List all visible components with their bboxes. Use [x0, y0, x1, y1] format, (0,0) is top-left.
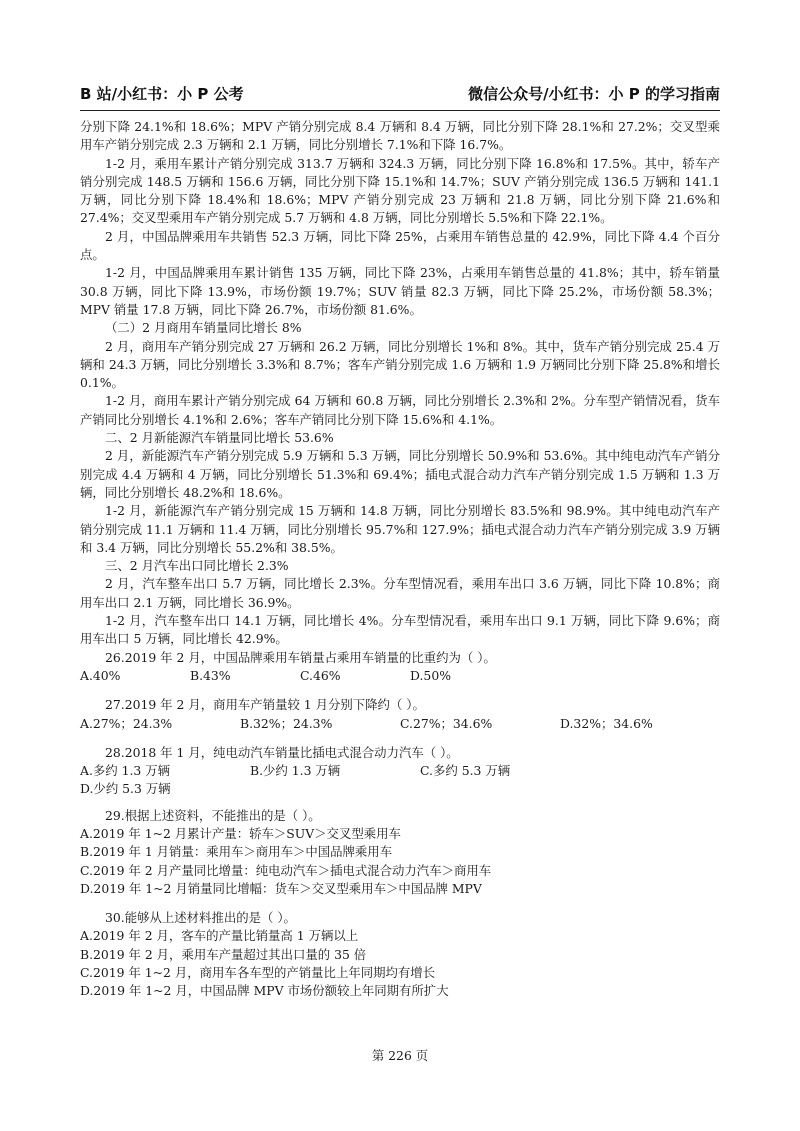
- paragraph-p10: 1-2 月，新能源汽车产销分别完成 15 万辆和 14.8 万辆，同比分别增长 83.5%和 98.9%。其中纯电动汽车产销分别完成 11.1 万辆和 11.4 万辆，同比分别增长 95.7%和 127.9%；插电式混合动力汽车产销分别完成 3.9 万辆和 3.4 万辆，同比分别增长 55.2%和 38.5%。: [80, 503, 720, 555]
- paragraph-p12: 2 月，汽车整车出口 5.7 万辆，同比增长 2.3%。分车型情况看，乘用车出口 3.6 万辆，同比下降 10.8%；商用车出口 2.1 万辆，同比增长 36.9%。: [80, 576, 720, 610]
- paragraph-p4: 1-2 月，中国品牌乘用车累计销售 135 万辆，同比下降 23%，占乘用车销售总量的 41.8%；其中，轿车销量 30.8 万辆，同比下降 13.9%，市场份额 19.7%；SUV 销量 82.3 万辆，同比下降 25.2%，市场份额 58.3%；MPV 销量 17.8 万辆，同比下降 26.7%，市场份额 81.6%。: [80, 265, 720, 317]
- option-d[interactable]: D.2019 年 1~2 月，中国品牌 MPV 市场份额较上年同期有所扩大: [80, 983, 449, 999]
- option-b[interactable]: B.少约 1.3 万辆: [250, 763, 341, 779]
- question-30: [80, 909, 720, 1000]
- option-b[interactable]: B.32%；24.3%: [240, 715, 333, 731]
- option-d[interactable]: D.50%: [410, 667, 451, 683]
- option-c[interactable]: C.多约 5.3 万辆: [420, 763, 511, 779]
- paragraph-p5: （二）2 月商用车销量同比增长 8%: [105, 320, 302, 336]
- question-options: [80, 927, 720, 1000]
- question-26: [80, 649, 720, 686]
- option-a[interactable]: A.2019 年 1~2 月累计产量：轿车＞SUV＞交叉型乘用车: [80, 825, 401, 841]
- paragraph-p8: 二、2 月新能源汽车销量同比增长 53.6%: [105, 430, 334, 446]
- option-d[interactable]: D.少约 5.3 万辆: [80, 781, 171, 797]
- option-d[interactable]: D.32%；34.6%: [560, 715, 653, 731]
- option-c[interactable]: C.46%: [300, 667, 341, 683]
- option-b[interactable]: B.2019 年 1 月销量：乘用车＞商用车＞中国品牌乘用车: [80, 844, 393, 860]
- question-27: [80, 696, 720, 733]
- paragraph-p3: 2 月，中国品牌乘用车共销售 52.3 万辆，同比下降 25%，占乘用车销售总量的 42.9%，同比下降 4.4 个百分点。: [80, 228, 720, 263]
- question-options: [80, 667, 720, 685]
- question-stem: 28.2018 年 1 月，纯电动汽车销量比插电式混合动力汽车（ ）。: [105, 744, 459, 760]
- option-c[interactable]: C.2019 年 1~2 月，商用车各车型的产销量比上年同期均有增长: [80, 965, 436, 981]
- option-a[interactable]: A.2019 年 2 月，客车的产量比销量高 1 万辆以上: [80, 928, 359, 944]
- question-stem: 27.2019 年 2 月，商用车产销量较 1 月分别下降约（ ）。: [105, 697, 425, 713]
- question-options: [80, 715, 720, 733]
- paragraph-p9: 2 月，新能源汽车产销分别完成 5.9 万辆和 5.3 万辆，同比分别增长 50.9%和 53.6%。其中纯电动汽车产销分别完成 4.4 万辆和 4 万辆，同比分别增长 51.3%和 69.4%；插电式混合动力汽车产销分别完成 1.5 万辆和 1.3 万辆，同比分别增长 48.2%和 18.6%。: [80, 448, 720, 500]
- question-gap: [80, 898, 720, 909]
- question-stem: 29.根据上述资料，不能推出的是（ ）。: [105, 807, 321, 823]
- question-gap: [80, 799, 720, 807]
- question-28: [80, 744, 720, 799]
- question-gap: [80, 685, 720, 696]
- header-left-text: B 站/小红书：小 P 公考: [80, 84, 244, 103]
- question-29: [80, 807, 720, 898]
- option-b[interactable]: B.43%: [190, 667, 231, 683]
- question-options: [80, 762, 720, 799]
- paragraph-p2: 1-2 月，乘用车累计产销分别完成 313.7 万辆和 324.3 万辆，同比分别下降 16.8%和 17.5%。其中，轿车产销分别完成 148.5 万辆和 156.6 万辆，同比分别下降 15.1%和 14.7%；SUV 产销分别完成 136.5 万辆和 141.1 万辆，同比分别下降 18.4%和 18.6%；MPV 产销分别完成 23 万辆和 21.8 万辆，同比分别下降 21.6%和 27.4%；交叉型乘用车产销分别完成 5.7 万辆和 4.8 万辆，同比分别增长 5.5%和下降 22.1%。: [80, 155, 720, 226]
- material-paragraphs: [80, 118, 720, 649]
- paragraph-p11: 三、2 月汽车出口同比增长 2.3%: [105, 558, 289, 574]
- option-b[interactable]: B.2019 年 2 月，乘用车产量超过其出口量的 35 倍: [80, 946, 367, 962]
- option-d[interactable]: D.2019 年 1~2 月销量同比增幅：货车＞交叉型乘用车＞中国品牌 MPV: [80, 880, 482, 896]
- document-body: [80, 118, 720, 1001]
- paragraph-p6: 2 月，商用车产销分别完成 27 万辆和 26.2 万辆，同比分别增长 1%和 8%。其中，货车产销分别完成 25.4 万辆和 24.3 万辆，同比分别增长 3.3%和 8.7%；客车产销分别完成 1.6 万辆和 1.9 万辆同比分别下降 25.8%和增长 0.1%。: [80, 338, 720, 391]
- page-number: 第 226 页: [371, 1048, 429, 1063]
- question-options: [80, 825, 720, 898]
- option-c[interactable]: C.2019 年 2 月产量同比增量：纯电动汽车＞插电式混合动力汽车＞商用车: [80, 862, 492, 878]
- option-c[interactable]: C.27%；34.6%: [400, 715, 493, 731]
- question-stem: 30.能够从上述材料推出的是（ ）。: [105, 910, 296, 926]
- option-a[interactable]: A.40%: [80, 667, 121, 683]
- header-right-text: 微信公众号/小红书：小 P 的学习指南: [468, 84, 720, 103]
- header-rule: [80, 110, 720, 111]
- page-footer: [0, 1046, 800, 1064]
- paragraph-p7: 1-2 月，商用车累计产销分别完成 64 万辆和 60.8 万辆，同比分别增长 2.3%和 2%。分车型产销情况看，货车产销同比分别增长 4.1%和 2.6%；客车产销同比分别下降 15.6%和 4.1%。: [80, 393, 720, 427]
- option-a[interactable]: A.多约 1.3 万辆: [80, 763, 171, 779]
- paragraph-p13: 1-2 月，汽车整车出口 14.1 万辆，同比增长 4%。分车型情况看，乘用车出口 9.1 万辆，同比下降 9.6%；商用车出口 5 万辆，同比增长 42.9%。: [80, 613, 720, 647]
- page-header: [80, 80, 720, 106]
- question-gap: [80, 733, 720, 744]
- question-list: [80, 649, 720, 1001]
- paragraph-p1: 分别下降 24.1%和 18.6%；MPV 产销分别完成 8.4 万辆和 8.4 万辆，同比分别下降 28.1%和 27.2%；交叉型乘用车产销分别完成 2.3 万辆和 2.1 万辆，同比分别增长 7.1%和下降 16.7%。: [80, 119, 720, 153]
- question-stem: 26.2019 年 2 月，中国品牌乘用车销量占乘用车销量的比重约为（ ）。: [105, 649, 496, 665]
- option-a[interactable]: A.27%；24.3%: [80, 715, 173, 731]
